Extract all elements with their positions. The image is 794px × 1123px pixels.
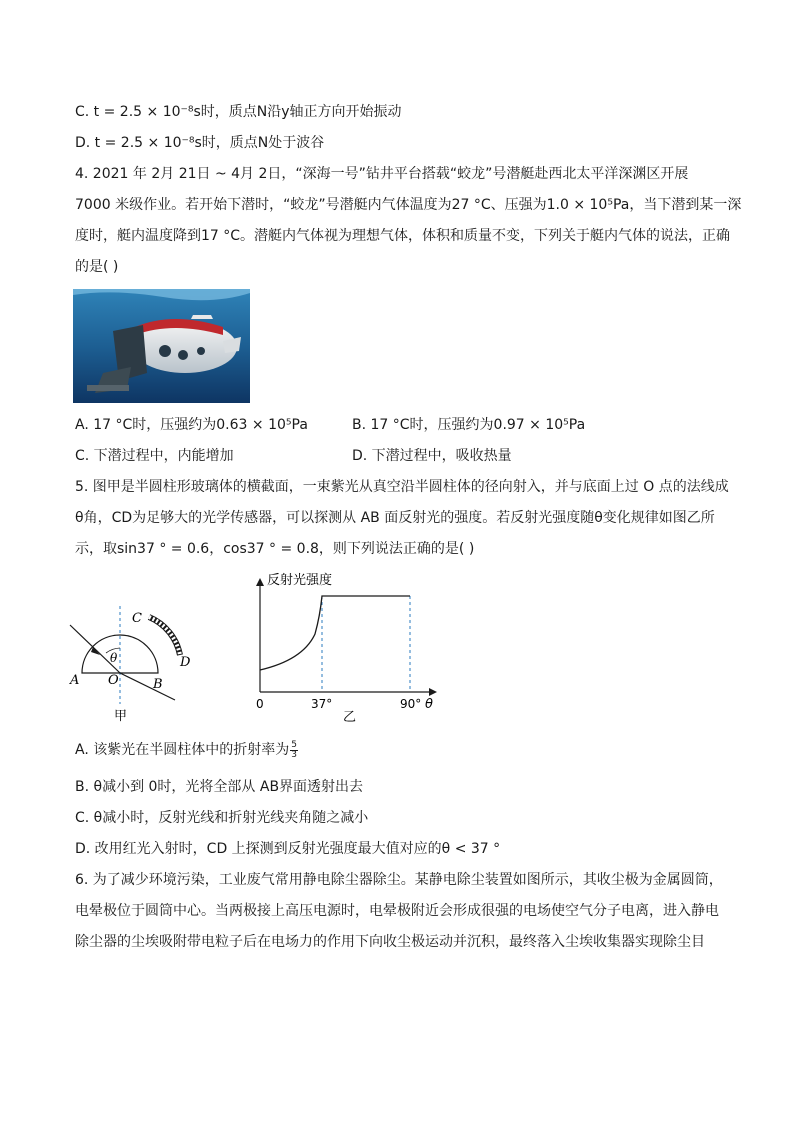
- q6-stem-line-2: 电晕极位于圆筒中心。当两极接上高压电源时，电晕极附近会形成很强的电场使空气分子电离，进入静电: [75, 903, 719, 919]
- q5-stem-line-1: 5. 图甲是半圆柱形玻璃体的横截面，一束紫光从真空沿半圆柱体的径向射入，并与底面上过 O 点的法线成: [75, 479, 729, 495]
- q4-option-a: A. 17 °C时，压强约为0.63 × 10⁵Pa: [75, 417, 308, 433]
- label-c: C: [132, 611, 142, 626]
- q5-stem-line-2: θ角，CD为足够大的光学传感器，可以探测从 AB 面反射光的强度。若反射光强度随θ变化规律如图乙所: [75, 510, 715, 526]
- y-axis-label: 反射光强度: [267, 573, 333, 588]
- submarine-photo: [73, 289, 250, 403]
- label-a: A: [70, 673, 80, 688]
- q5-option-b: B. θ减小到 0时，光将全部从 AB界面透射出去: [75, 779, 364, 795]
- caption-jia: 甲: [114, 709, 128, 724]
- q4-stem-line-4: 的是( ): [75, 259, 119, 275]
- q5-option-c: C. θ减小时，反射光线和折射光线夹角随之减小: [75, 810, 369, 826]
- q6-stem-line-3: 除尘器的尘埃吸附带电粒子后在电场力的作用下向收尘极运动并沉积，最终落入尘埃收集器实现除尘目: [75, 934, 705, 950]
- q4-option-c: C. 下潜过程中，内能增加: [75, 448, 234, 464]
- figure-yi: [245, 566, 445, 726]
- q5-option-d: D. 改用红光入射时，CD 上探测到反射光强度最大值对应的θ < 37 °: [75, 841, 501, 857]
- x-tick-0: 0: [256, 697, 264, 711]
- caption-yi: 乙: [343, 710, 357, 725]
- q6-stem-line-1: 6. 为了减少环境污染，工业废气常用静电除尘器除尘。某静电除尘装置如图所示，其收尘极为金属圆筒，: [75, 872, 723, 888]
- label-theta: θ: [110, 651, 118, 665]
- fraction-numerator: 5: [291, 739, 297, 750]
- label-o: O: [108, 673, 119, 688]
- label-d: D: [180, 655, 191, 670]
- label-b: B: [153, 677, 163, 692]
- q5-stem-line-3: 示，取sin37 ° = 0.6，cos37 ° = 0.8，则下列说法正确的是( ): [75, 541, 475, 557]
- refraction-fraction: [290, 741, 298, 760]
- q4-option-d: D. 下潜过程中，吸收热量: [352, 448, 512, 464]
- q4-stem-line-1: 4. 2021 年 2月 21日 ~ 4月 2日，“深海一号”钻井平台搭载“蛟龙”号潜艇赴西北太平洋深渊区开展: [75, 166, 689, 182]
- q5-option-a: [75, 740, 299, 760]
- q3-option-d: D. t = 2.5 × 10⁻⁸s时，质点N处于波谷: [75, 135, 325, 151]
- figure-jia: [62, 600, 197, 725]
- x-axis-label: θ: [425, 697, 433, 712]
- x-tick-37: 37°: [311, 697, 333, 711]
- q5-option-a-text: A. 该紫光在半圆柱体中的折射率为: [75, 742, 290, 758]
- fraction-denominator: 3: [291, 749, 297, 760]
- q3-option-c: C. t = 2.5 × 10⁻⁸s时，质点N沿y轴正方向开始振动: [75, 104, 402, 120]
- q4-option-b: B. 17 °C时，压强约为0.97 × 10⁵Pa: [352, 417, 586, 433]
- x-tick-90: 90°: [400, 697, 422, 711]
- q4-stem-line-3: 度时，艇内温度降到17 °C。潜艇内气体视为理想气体，体积和质量不变，下列关于艇内气体的说法，正确: [75, 228, 731, 244]
- q4-stem-line-2: 7000 米级作业。若开始下潜时，“蛟龙”号潜艇内气体温度为27 °C、压强为1.0 × 10⁵Pa，当下潜到某一深: [75, 197, 742, 213]
